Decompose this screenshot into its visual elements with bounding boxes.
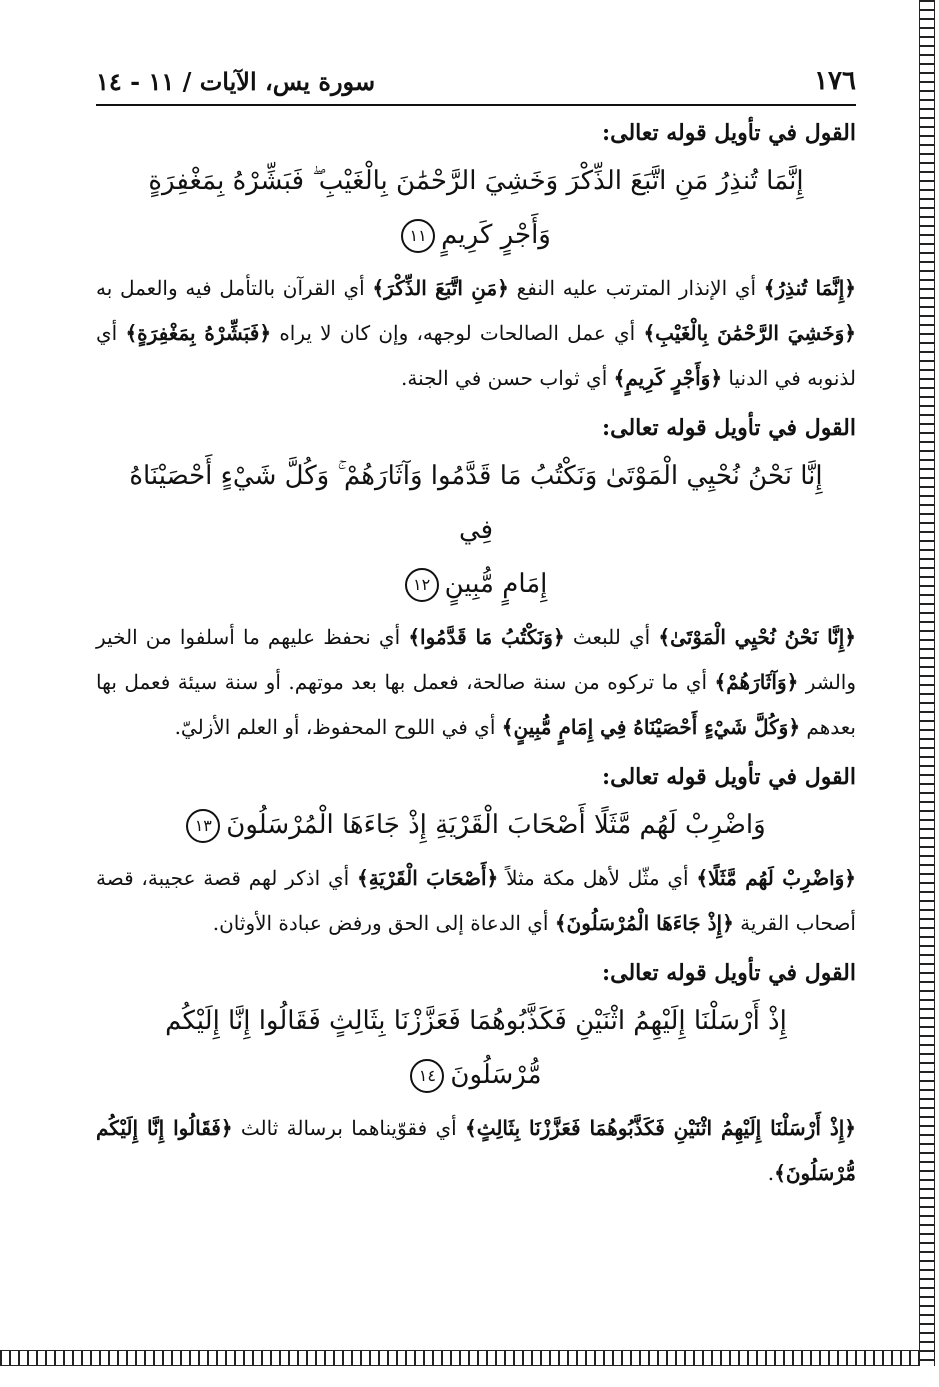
ayah-line — [116, 994, 836, 1102]
quoted-verse: ﴿إِذْ جَاءَهَا الْمُرْسَلُونَ﴾ — [554, 911, 734, 935]
tafsir-paragraph — [96, 615, 856, 750]
page-number: ١٧٦ — [814, 66, 856, 96]
commentary-text: . — [767, 1161, 775, 1185]
quoted-verse: ﴿وَخَشِيَ الرَّحْمَٰنَ بِالْغَيْبِ﴾ — [643, 321, 857, 345]
commentary-text: أي في اللوح المحفوظ، أو العلم الأزليّ. — [174, 715, 502, 739]
quoted-verse: ﴿إِنَّا نَحْنُ نُحْيِي الْمَوْتَىٰ﴾ — [658, 625, 857, 649]
quoted-verse: ﴿إِنَّمَا تُنذِرُ﴾ — [763, 276, 857, 300]
quoted-verse: ﴿فَبَشِّرْهُ بِمَغْفِرَةٍ﴾ — [125, 321, 272, 345]
ayah-line-text: إِذْ أَرْسَلْنَا إِلَيْهِمُ اثْنَيْنِ فَكَذَّبُوهُمَا فَعَزَّزْنَا بِثَالِثٍ فَقَالُوا إِنَّا إِلَيْكُم مُّرْسَلُونَ — [165, 1006, 787, 1090]
content — [96, 120, 856, 1196]
ayah-number-marker: ١٣ — [186, 809, 220, 843]
section-heading: القول في تأويل قوله تعالى: — [602, 960, 856, 986]
commentary-text: أي ثواب حسن في الجنة. — [400, 366, 614, 390]
book-page — [96, 62, 856, 1200]
page-header — [96, 62, 856, 106]
ayah-text — [96, 994, 856, 1102]
ayah-line-text: إِنَّمَا تُنذِرُ مَنِ اتَّبَعَ الذِّكْرَ وَخَشِيَ الرَّحْمَٰنَ بِالْغَيْبِ ۖ فَبَشِّرْهُ بِمَغْفِرَةٍ — [148, 166, 804, 196]
ayah-line — [116, 798, 836, 852]
tafsir-paragraph — [96, 856, 856, 946]
section-heading: القول في تأويل قوله تعالى: — [602, 415, 856, 441]
ayah-line — [116, 208, 836, 262]
section-heading: القول في تأويل قوله تعالى: — [602, 764, 856, 790]
ayah-line-text: إِنَّا نَحْنُ نُحْيِي الْمَوْتَىٰ وَنَكْتُبُ مَا قَدَّمُوا وَآثَارَهُمْ ۚ وَكُلَّ شَيْءٍ أَحْصَيْنَاهُ فِي — [129, 461, 823, 545]
commentary-text: أي فقوّيناهما برسالة ثالث — [232, 1116, 465, 1140]
quoted-verse: ﴿وَنَكْتُبُ مَا قَدَّمُوا﴾ — [408, 625, 565, 649]
surah-title: سورة يس، الآيات / ١١ - ١٤ — [96, 67, 376, 96]
ayah-line — [116, 449, 836, 557]
tafsir-section — [96, 415, 856, 750]
quoted-verse: ﴿مَنِ اتَّبَعَ الذِّكْرَ﴾ — [372, 276, 509, 300]
ayah-number-marker: ١١ — [401, 219, 435, 253]
commentary-text: أي للبعث — [564, 625, 659, 649]
ayah-number-marker: ١٤ — [410, 1059, 444, 1093]
tafsir-paragraph — [96, 1106, 856, 1196]
ayah-text — [96, 449, 856, 611]
commentary-text: أي القرآن بالتأمل فيه والعمل به — [96, 276, 373, 300]
tafsir-section — [96, 960, 856, 1196]
ayah-line — [116, 557, 836, 611]
ayah-line-text: وَاضْرِبْ لَهُم مَّثَلًا أَصْحَابَ الْقَرْيَةِ إِذْ جَاءَهَا الْمُرْسَلُونَ — [226, 810, 766, 840]
commentary-text: أي اذكر لهم قصة عجيبة، قصة أصحاب القرية — [96, 866, 856, 935]
commentary-text: أي نحفظ عليهم ما أسلفوا من الخير والشر — [96, 625, 856, 694]
ayah-text — [96, 798, 856, 852]
section-heading: القول في تأويل قوله تعالى: — [602, 120, 856, 146]
quoted-verse: ﴿إِذْ أَرْسَلْنَا إِلَيْهِمُ اثْنَيْنِ فَكَذَّبُوهُمَا فَعَزَّزْنَا بِثَالِثٍ﴾ — [464, 1116, 856, 1140]
tafsir-paragraph — [96, 266, 856, 401]
quoted-verse: ﴿فَقَالُوا إِنَّا إِلَيْكُم مُّرْسَلُونَ﴾ — [96, 1116, 856, 1185]
ayah-line-text: وَأَجْرٍ كَرِيمٍ — [441, 220, 551, 250]
tafsir-section — [96, 120, 856, 401]
commentary-text: أي الدعاة إلى الحق ورفض عبادة الأوثان. — [212, 911, 555, 935]
ayah-line-text: إِمَامٍ مُّبِينٍ — [444, 569, 548, 599]
quoted-verse: ﴿وَأَجْرٍ كَرِيمٍ﴾ — [613, 366, 723, 390]
quoted-verse: ﴿وَكُلَّ شَيْءٍ أَحْصَيْنَاهُ فِي إِمَامٍ مُّبِينٍ﴾ — [501, 715, 801, 739]
ayah-line — [116, 154, 836, 208]
quoted-verse: ﴿وَآثَارَهُمْ﴾ — [714, 670, 799, 694]
tafsir-section — [96, 764, 856, 946]
commentary-text: أي الإنذار المترتب عليه النفع — [508, 276, 764, 300]
commentary-text: أي مثّل لأهل مكة مثلاً — [498, 866, 697, 890]
page-border-bottom — [0, 1350, 919, 1366]
commentary-text: أي عمل الصالحات لوجهه، وإن كان لا يراه — [271, 321, 644, 345]
quoted-verse: ﴿أَصْحَابَ الْقَرْيَةِ﴾ — [356, 866, 499, 890]
commentary-text: أي ما تركوه من سنة صالحة، فعمل بها بعد موتهم. أو سنة سيئة فعمل بها بعدهم — [96, 670, 856, 739]
quoted-verse: ﴿وَاضْرِبْ لَهُم مَّثَلًا﴾ — [696, 866, 857, 890]
ayah-text — [96, 154, 856, 262]
ayah-number-marker: ١٢ — [405, 568, 439, 602]
page-border-right — [919, 0, 935, 1366]
commentary-text: أي لذنوبه في الدنيا — [96, 321, 856, 390]
